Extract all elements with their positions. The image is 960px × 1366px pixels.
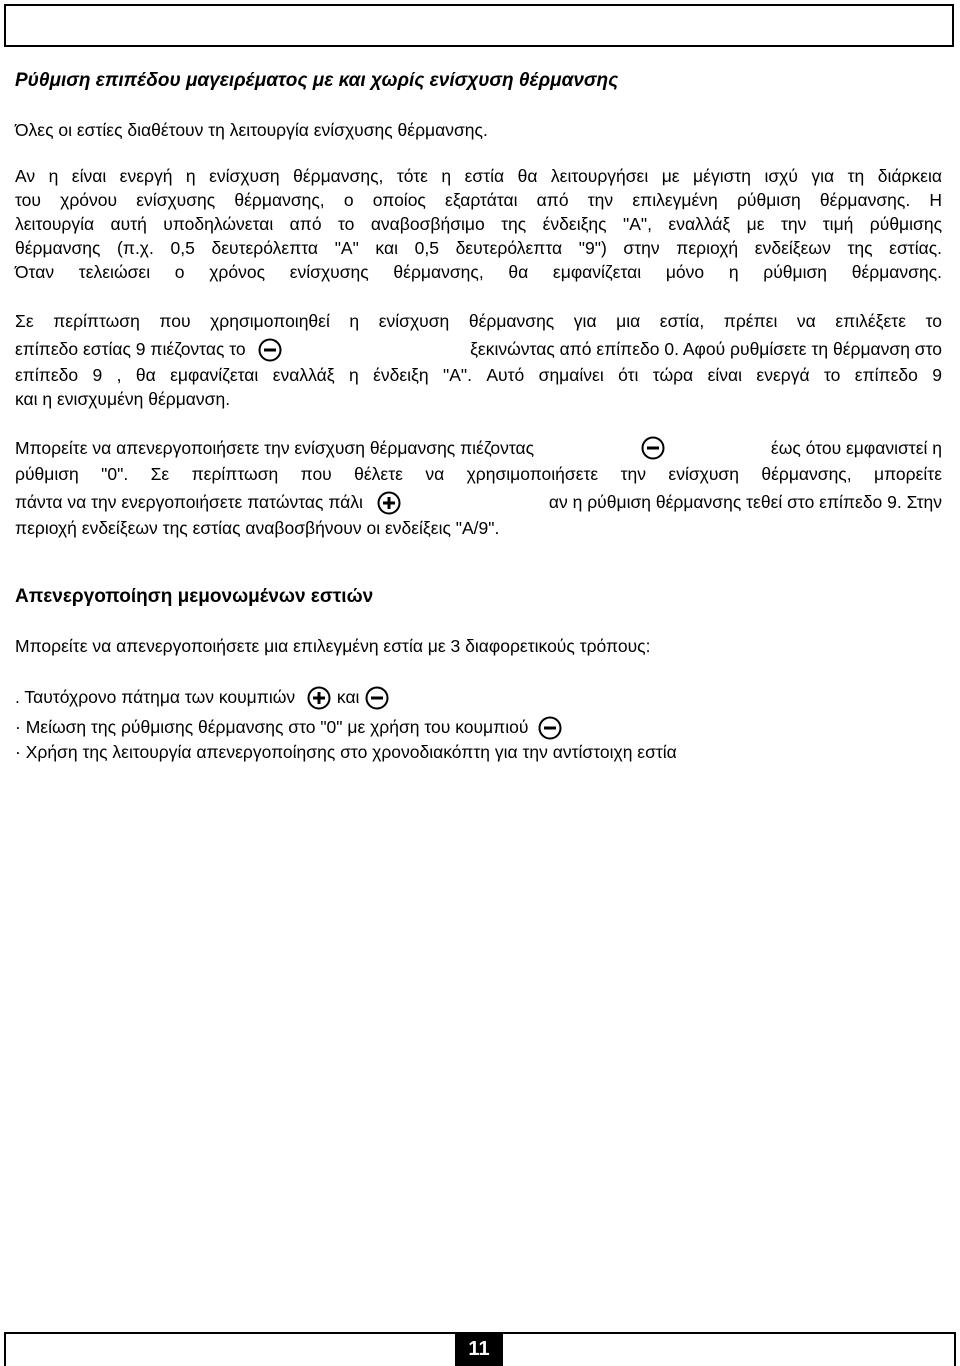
paragraph-line: Όταν τελειώσει ο χρόνος ενίσχυσης θέρμανσης, θα εμφανίζεται μόνο η ρύθμιση θέρμανσης. (15, 262, 942, 282)
plus-circle-icon (376, 490, 402, 516)
minus-circle-icon (257, 337, 283, 363)
text-fragment: και (336, 687, 360, 707)
intro-text: Όλες οι εστίες διαθέτουν τη λειτουργία ενίσχυσης θέρμανσης. (15, 120, 488, 140)
list-item (15, 683, 942, 711)
minus-circle-icon (364, 685, 390, 711)
paragraph-line: Σε περίπτωση που χρησιμοποιηθεί η ενίσχυση θέρμανσης για μια εστία, πρέπει να επιλέξετε το (15, 311, 942, 331)
paragraph-line: περιοχή ενδείξεων της εστίας αναβοσβήνουν οι ενδείξεις "A/9". (15, 518, 500, 539)
paragraph-boost-deactivate (15, 434, 942, 540)
paragraph-boost-usage (15, 308, 942, 411)
minus-circle-icon (640, 435, 666, 461)
paragraph-line: επίπεδο 9 , θα εμφανίζεται εναλλάξ η ένδειξη "A". Αυτό σημαίνει ότι τώρα είναι ενεργά το επίπεδο 9 (15, 365, 942, 386)
paragraph-line-with-icon (15, 335, 942, 363)
text-fragment: · Μείωση της ρύθμισης θέρμανσης στο "0" με χρήση του κουμπιού (15, 717, 529, 737)
paragraph-line: λειτουργία αυτή υποδηλώνεται από το αναβοσβήσιμο της ένδειξης "A", εναλλάξ με την τιμή ρύθμισης (15, 214, 942, 234)
paragraph-line: Αν η είναι ενεργή η ενίσχυση θέρμανσης, τότε η εστία θα λειτουργήσει με μέγιστη ισχύ για τη διάρκεια (15, 166, 942, 186)
section-heading-deactivate: Απενεργοποίηση μεμονωμένων εστιών (15, 586, 374, 607)
section-heading-boost: Ρύθμιση επιπέδου μαγειρέματος με και χωρίς ενίσχυση θέρμανσης (15, 70, 619, 91)
text-fragment: έως ότου εμφανιστεί η (770, 438, 942, 458)
text-fragment: πάντα να την ενεργοποιήσετε πατώντας πάλι (15, 492, 363, 512)
deactivate-intro: Μπορείτε να απενεργοποιήσετε μια επιλεγμένη εστία με 3 διαφορετικούς τρόπους: (15, 636, 651, 656)
paragraph-text (15, 488, 402, 516)
paragraph-line-with-icon (15, 434, 942, 462)
paragraph-boost-description (15, 164, 942, 284)
paragraph-line: και η ενισχυμένη θέρμανση. (15, 389, 231, 410)
text-fragment: Μπορείτε να απενεργοποιήσετε την ενίσχυση θέρμανσης πιέζοντας (15, 438, 535, 458)
text-fragment: αν η ρύθμιση θέρμανσης τεθεί στο επίπεδο 9. Στην (548, 492, 942, 513)
paragraph-line-with-icon (15, 488, 942, 516)
page-number: 11 (455, 1332, 503, 1366)
footer-rule-left (4, 1332, 6, 1366)
minus-circle-icon (537, 715, 563, 741)
text-fragment: ξεκινώντας από επίπεδο 0. Αφού ρυθμίσετε τη θέρμανση στο (470, 339, 942, 360)
paragraph-text (15, 335, 283, 363)
plus-circle-icon (306, 685, 332, 711)
paragraph-line: ρύθμιση "0". Σε περίπτωση που θέλετε να χρησιμοποιήσετε την ενίσχυση θέρμανσης, μπορείτε (15, 464, 942, 484)
paragraph-line: του χρόνου ενίσχυσης θέρμανσης, ο οποίος εξαρτάται από την επιλεγμένη ρύθμιση θέρμανσης. Η (15, 190, 942, 210)
text-fragment: . Ταυτόχρονο πάτημα των κουμπιών (15, 687, 296, 707)
paragraph-line: θέρμανσης (π.χ. 0,5 δευτερόλεπτα "A" και 0,5 δευτερόλεπτα "9") στην περιοχή ενδείξεων της εστίας. (15, 238, 942, 258)
header-frame (4, 4, 954, 47)
list-item (15, 713, 942, 741)
footer-rule-right (954, 1332, 956, 1366)
text-fragment: επίπεδο εστίας 9 πιέζοντας το (15, 339, 246, 359)
list-item: · Χρήση της λειτουργία απενεργοποίησης στο χρονοδιακόπτη για την αντίστοιχη εστία (15, 742, 677, 762)
